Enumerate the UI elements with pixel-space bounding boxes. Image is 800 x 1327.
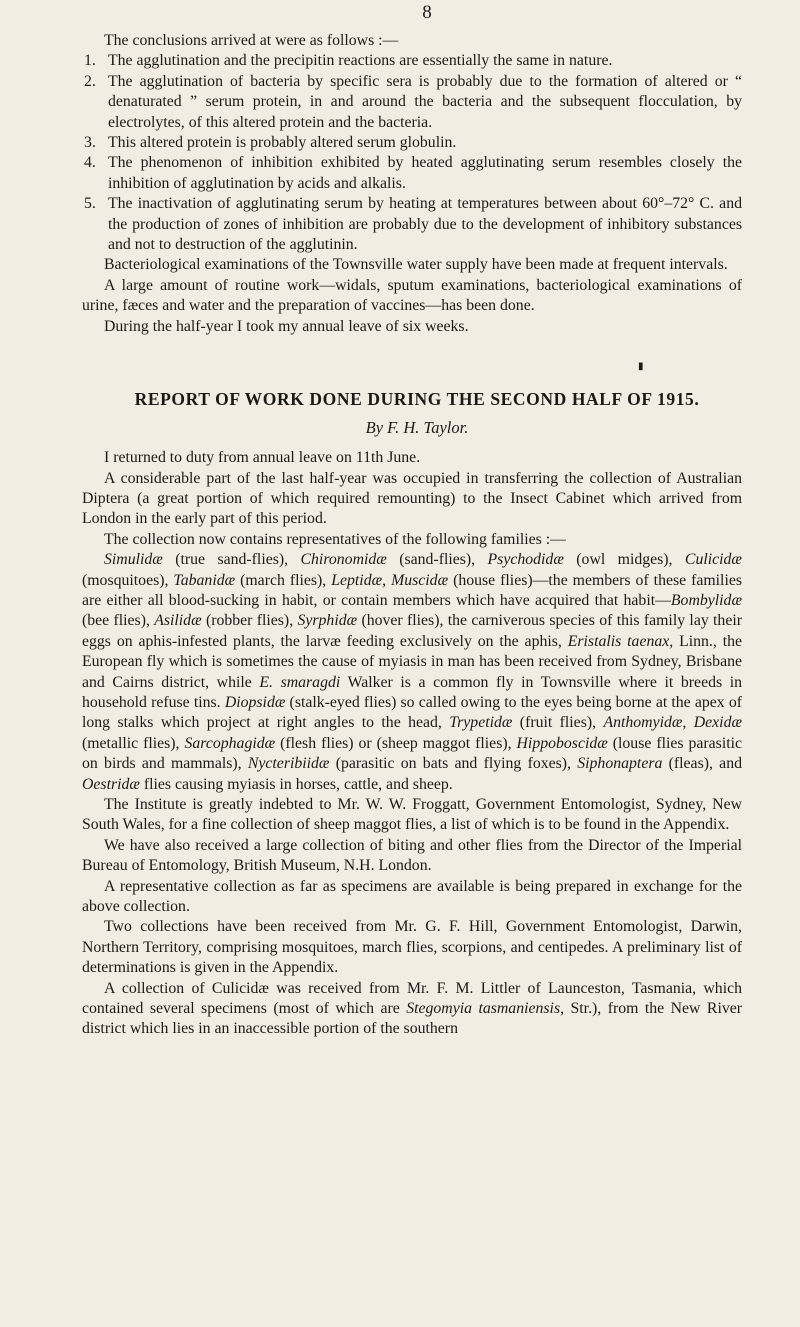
conclusion-text: The phenomenon of inhibition exhibited by heated agglutinating serum resembles closely the inhibition of agglutination by acids and alkalis. bbox=[108, 154, 742, 192]
family-name: Muscidæ bbox=[391, 571, 449, 589]
family-name: Trypetidæ bbox=[449, 714, 513, 732]
conclusion-text: The agglutination and the precipitin reactions are essentially the same in nature. bbox=[108, 52, 613, 70]
paragraph-families-lead: The collection now contains representatives of the following families :— bbox=[104, 530, 566, 548]
conclusion-number: 5. bbox=[84, 195, 96, 213]
paragraph-littler: A collection of Culicidæ was received from Mr. F. M. Littler of Launceston, Tasmania, which contained several specimens (most of which are Stegomyia tasmaniensis, Str.), from the New River district which lies in an inaccessible portion of the southern bbox=[82, 979, 742, 1038]
family-name: Sarcophagidæ bbox=[184, 734, 276, 752]
conclusions-intro: The conclusions arrived at were as follows :— bbox=[104, 32, 399, 49]
conclusion-item bbox=[82, 153, 742, 194]
conclusion-item bbox=[82, 133, 742, 153]
conclusion-number: 1. bbox=[84, 52, 96, 70]
family-name: Tabanidæ bbox=[173, 571, 236, 589]
conclusions-list bbox=[82, 51, 742, 255]
family-name: Anthomyidæ, bbox=[603, 714, 687, 732]
conclusion-number: 4. bbox=[84, 154, 96, 172]
paragraph-water-supply: Bacteriological examinations of the Townsville water supply have been made at frequent intervals. bbox=[104, 256, 728, 274]
paragraph-hill: Two collections have been received from Mr. G. F. Hill, Government Entomologist, Darwin, Northern Territory, comprising mosquitoes, march flies, scorpions, and centipedes. A preliminary list of determinations is given in the Appendix. bbox=[82, 918, 742, 977]
family-name: Oestridæ bbox=[82, 775, 140, 793]
paragraph-annual-leave: During the half-year I took my annual leave of six weeks. bbox=[104, 317, 469, 335]
species-name: E. smaragdi bbox=[259, 673, 341, 691]
paragraph-routine-work: A large amount of routine work—widals, sputum examinations, bacteriological examinations of urine, fæces and water and the preparation of vaccines—has been done. bbox=[82, 276, 742, 315]
conclusion-item bbox=[82, 72, 742, 133]
family-name: Psychodidæ bbox=[487, 551, 564, 569]
species-name: Eristalis taenax, bbox=[567, 632, 674, 650]
family-name: Syrphidæ bbox=[297, 612, 358, 630]
conclusion-text: The agglutination of bacteria by specific sera is probably due to the formation of altered or “ denaturated ” serum protein, in and around the bacteria and the subsequent flocculation, by electrolytes, of this altered protein and the bacteria. bbox=[108, 72, 742, 131]
family-name: Hippoboscidæ bbox=[516, 734, 608, 752]
family-name: Leptidæ bbox=[331, 571, 383, 589]
family-name: Diopsidæ bbox=[224, 693, 286, 711]
paragraph-imperial-bureau: We have also received a large collection of biting and other flies from the Director of the Imperial Bureau of Entomology, British Museum, N.H. London. bbox=[82, 836, 742, 875]
family-name: Nycteribiidæ bbox=[247, 755, 330, 773]
family-name: Asilidæ bbox=[154, 612, 202, 630]
family-name: Simulidæ bbox=[104, 551, 163, 569]
conclusion-item bbox=[82, 194, 742, 255]
paragraph-representative: A representative collection as far as specimens are available is being prepared in exchange for the above collection. bbox=[82, 877, 742, 916]
family-name: Siphonaptera bbox=[577, 755, 663, 773]
report-title: REPORT OF WORK DONE DURING THE SECOND HALF OF 1915. bbox=[134, 389, 700, 410]
family-name: Dexidæ bbox=[693, 714, 743, 732]
report-byline: By F. H. Taylor. bbox=[365, 418, 469, 438]
paragraph-diptera: A considerable part of the last half-year was occupied in transferring the collection of Australian Diptera (a great portion of which required remounting) to the Insect Cabinet which arrived from London in the early part of this period. bbox=[82, 469, 742, 528]
family-name: Chironomidæ bbox=[300, 551, 387, 569]
paragraph-froggatt: The Institute is greatly indebted to Mr. W. W. Froggatt, Government Entomologist, Sydney, New South Wales, for a fine collection of sheep maggot flies, a list of which is to be found in the Appendix. bbox=[82, 796, 742, 834]
section-divider bbox=[82, 337, 742, 375]
conclusion-number: 3. bbox=[84, 134, 96, 152]
family-name: Culicidæ bbox=[684, 551, 742, 569]
species-name: Stegomyia tasmaniensis, bbox=[406, 1000, 565, 1018]
divider-mark: ▮ bbox=[638, 361, 644, 373]
paragraph-returned: I returned to duty from annual leave on 11th June. bbox=[104, 449, 421, 467]
paragraph-families: Simulidæ (true sand-flies), Chironomidæ (sand-flies), Psychodidæ (owl midges), Culicidæ (mosquitoes), Tabanidæ (march flies), Leptidæ, Muscidæ (house flies)—the members of these families are either all blood-sucking in habit, or contain members which have acquired that habit—Bombylidæ (bee flies), Asilidæ (robber flies), Syrphidæ (hover flies), the carniverous species of this family lay their eggs on aphis-infested plants, the larvæ feeding exclusively on the aphis, Eristalis taenax, Linn., the European fly which is sometimes the cause of myiasis in man has been received from Sydney, Brisbane and Cairns district, while E. smaragdi Walker is a common fly in Townsville where it breeds in household refuse tins. Diopsidæ (stalk-eyed flies) so called owing to the eyes being borne at the apex of long stalks which project at right angles to the head, Trypetidæ (fruit flies), Anthomyidæ, Dexidæ (metallic flies), Sarcophagidæ (flesh flies) or (sheep maggot flies), Hippoboscidæ (louse flies parasitic on birds and mammals), Nycteribiidæ (parasitic on bats and flying foxes), Siphonaptera (fleas), and Oestridæ flies causing myiasis in horses, cattle, and sheep. bbox=[82, 551, 743, 793]
conclusion-text: This altered protein is probably altered serum globulin. bbox=[108, 134, 457, 152]
family-name: Bombylidæ bbox=[670, 591, 742, 609]
page-number: 8 bbox=[422, 2, 432, 23]
conclusion-number: 2. bbox=[84, 72, 96, 90]
conclusion-item bbox=[82, 51, 742, 71]
conclusion-text: The inactivation of agglutinating serum by heating at temperatures between about 60°–72° C. and the production of zones of inhibition are probably due to the development of inhibitory substances and not to destruction of the agglutinin. bbox=[108, 195, 742, 254]
